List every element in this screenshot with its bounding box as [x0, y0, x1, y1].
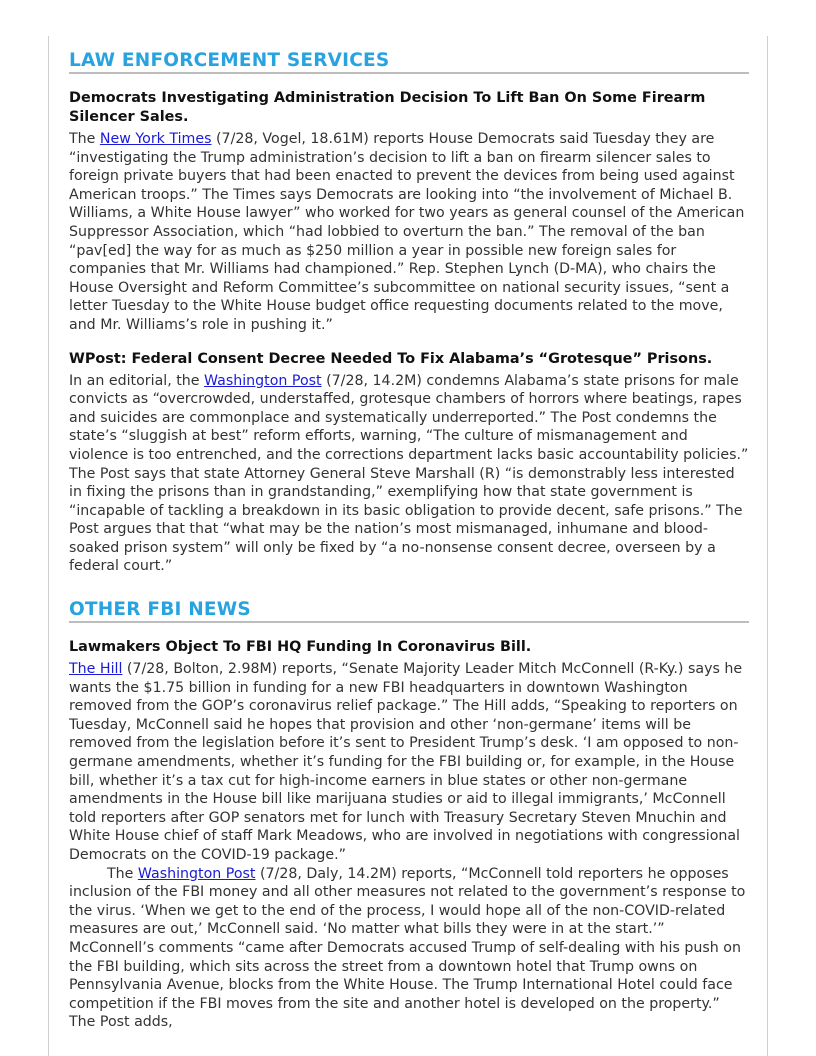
- source-link-washington-post[interactable]: Washington Post: [204, 372, 322, 389]
- article-paragraph: [69, 130, 749, 335]
- article-paragraph: [69, 372, 749, 577]
- paragraph-body: (7/28, 14.2M) condemns Alabama’s state prisons for male convicts as “overcrowded, understaffed, grotesque chambers of horrors where beatings, rapes and suicides are commonplace and systematically underreported.” The Post condemns the state’s “sluggish at best” reform efforts, warning, “The culture of mismanagement and violence is too entrenched, and the corrections department lacks basic accountability policies.” The Post says that state Attorney General Steve Marshall (R) “is demonstrably less interested in fixing the prisons than in grandstanding,” exemplifying how that state government is “incapable of tackling a breakdown in its basic obligation to provide decent, safe prisons.” The Post argues that that “what may be the nation’s most mismanaged, inhumane and blood-soaked prison system” will only be fixed by “a no-nonsense consent decree, overseen by a federal court.”: [69, 372, 749, 575]
- paragraph-lead: The: [107, 865, 138, 882]
- paragraph-lead: In an editorial, the: [69, 372, 205, 389]
- article-paragraph: [69, 660, 749, 865]
- paragraph-body: (7/28, Bolton, 2.98M) reports, “Senate Majority Leader Mitch McConnell (R-Ky.) says he wants the $1.75 billion in funding for a new FBI headquarters in downtown Washington removed from the GOP’s coronavirus relief package.” The Hill adds, “Speaking to reporters on Tuesday, McConnell said he hopes that provision and other ‘non-germane’ items will be removed from the legislation before it’s sent to President Trump’s desk. ‘I am opposed to non-germane amendments, whether it’s funding for the FBI building or, for example, in the House bill, whether it’s a tax cut for high-income earners in blue states or other non-germane amendments in the House bill like marijuana studies or aid to illegal immigrants,’ McConnell told reporters after GOP senators met for lunch with Treasury Secretary Steven Mnuchin and White House chief of staff Mark Meadows, who are involved in negotiations with congressional Democrats on the COVID-19 package.”: [69, 661, 743, 863]
- paragraph-body: (7/28, Vogel, 18.61M) reports House Democrats said Tuesday they are “investigating the Trump administration’s decision to lift a ban on firearm silencer sales to foreign private buyers that had been enacted to prevent the devices from being used against American troops.” The Times says Democrats are looking into “the involvement of Michael B. Williams, a White House lawyer” who worked for two years as general counsel of the American Suppressor Association, which “had lobbied to overturn the ban.” The removal of the ban “pav[ed] the way for as much as $250 million a year in possible new foreign sales for companies that Mr. Williams had championed.” Rep. Stephen Lynch (D-MA), who chairs the House Oversight and Reform Committee’s subcommittee on national security issues, “sent a letter Tuesday to the White House budget office requesting documents related to the move, and Mr. Williams’s role in pushing it.”: [69, 131, 745, 333]
- article-paragraph: [69, 865, 749, 1032]
- paragraph-lead: The: [69, 131, 100, 147]
- article-alabama-prisons: [69, 350, 749, 577]
- source-link-the-hill[interactable]: The Hill: [69, 661, 123, 678]
- article-fbi-hq-funding: [69, 638, 749, 1032]
- article-headline: Democrats Investigating Administration Decision To Lift Ban On Some Firearm Silencer Sales.: [69, 90, 706, 125]
- newsletter-content: [69, 48, 749, 1032]
- article-silencer-sales: [69, 89, 749, 335]
- section-title-law-enforcement: LAW ENFORCEMENT SERVICES: [69, 48, 749, 74]
- article-headline: Lawmakers Object To FBI HQ Funding In Coronavirus Bill.: [69, 639, 532, 656]
- section-title-other-fbi-news: OTHER FBI NEWS: [69, 597, 749, 623]
- source-link-new-york-times[interactable]: New York Times: [99, 131, 212, 147]
- source-link-washington-post[interactable]: Washington Post: [137, 865, 256, 882]
- article-headline: WPost: Federal Consent Decree Needed To Fix Alabama’s “Grotesque” Prisons.: [69, 350, 713, 367]
- page-frame: [48, 36, 768, 1056]
- paragraph-body: (7/28, Daly, 14.2M) reports, “McConnell told reporters he opposes inclusion of the FBI money and all other measures not related to the government’s response to the virus. ‘When we get to the end of the process, I would hope all of the non-COVID-related measures are out,’ McConnell said. ‘No matter what bills they were in at the start.’” McConnell’s comments “came after Democrats accused Trump of self-dealing with his push on the FBI building, which sits across the street from a downtown hotel that Trump owns on Pennsylvania Avenue, blocks from the White House. The Trump International Hotel could face competition if the FBI moves from the site and another hotel is developed on the property.” The Post adds,: [69, 865, 746, 1031]
